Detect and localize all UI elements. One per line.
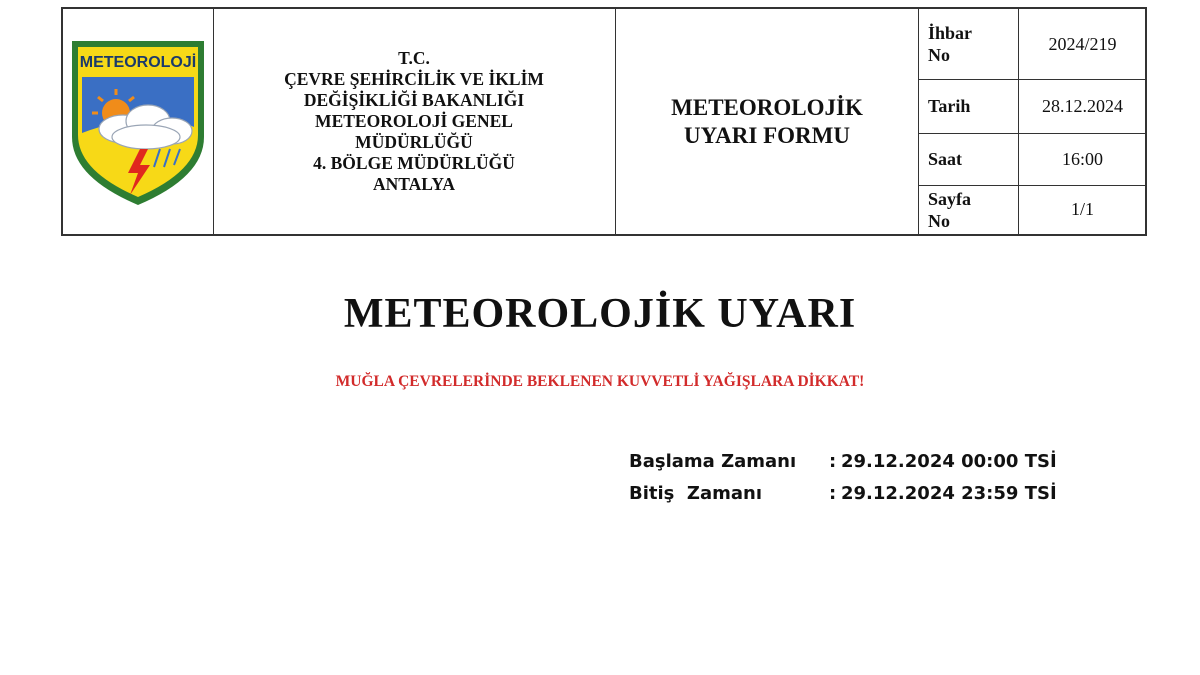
meteoroloji-logo <box>68 37 208 207</box>
meta-label-line: Saat <box>928 149 963 169</box>
meta-label-line: İhbar <box>928 23 973 43</box>
meta-value-page-no: 1/1 <box>1070 199 1094 219</box>
header-table <box>61 7 1147 236</box>
meta-label <box>918 185 1018 234</box>
meta-label <box>918 79 1018 133</box>
ministry-line: ANTALYA <box>372 174 456 194</box>
time-block <box>629 446 1057 510</box>
start-time-label: Başlama Zamanı <box>629 451 797 472</box>
meta-value-time: 16:00 <box>1061 148 1103 169</box>
meta-row-time <box>918 133 1147 185</box>
ministry-block <box>213 9 615 234</box>
meta-label-line: Tarih <box>928 96 971 116</box>
ministry-line: DEĞİŞİKLİĞİ BAKANLIĞI <box>303 90 525 110</box>
separator: : <box>829 483 837 504</box>
form-title <box>616 9 918 234</box>
meta-row-date <box>918 79 1147 133</box>
meta-label <box>918 133 1018 185</box>
ministry-line: T.C. <box>398 48 430 68</box>
meta-label-line: No <box>928 210 950 231</box>
meta-value-notice-no: 2024/219 <box>1048 33 1117 54</box>
form-title-line: UYARI FORMU <box>684 122 850 148</box>
start-time-value: 29.12.2024 00:00 TSİ <box>841 451 1057 472</box>
meta-label-line: No <box>928 45 950 65</box>
main-title: METEOROLOJİK UYARI <box>343 291 857 337</box>
end-time-value: 29.12.2024 23:59 TSİ <box>841 483 1057 504</box>
ministry-line: METEOROLOJİ GENEL <box>315 111 513 131</box>
meta-value-date: 28.12.2024 <box>1042 95 1123 116</box>
ministry-line: 4. BÖLGE MÜDÜRLÜĞÜ <box>313 153 515 173</box>
alert-subtitle: MUĞLA ÇEVRELERİNDE BEKLENEN KUVVETLİ YAĞIŞLARA DİKKAT! <box>335 373 865 390</box>
logo-text: METEOROLOJİ <box>79 53 197 71</box>
meta-row-page-no <box>918 185 1147 234</box>
end-time-row <box>629 478 1057 510</box>
ministry-line: ÇEVRE ŞEHİRCİLİK VE İKLİM <box>284 69 544 89</box>
logo-cell <box>63 9 213 234</box>
form-title-line: METEOROLOJİK <box>671 94 863 120</box>
start-time-row <box>629 446 1057 478</box>
end-time-label: Bitiş Zamanı <box>629 483 762 504</box>
meta-row-notice-no <box>918 9 1147 79</box>
meta-label-line: Sayfa <box>928 188 972 209</box>
meta-label <box>918 9 1018 79</box>
separator: : <box>829 451 837 472</box>
ministry-line: MÜDÜRLÜĞÜ <box>355 132 473 152</box>
